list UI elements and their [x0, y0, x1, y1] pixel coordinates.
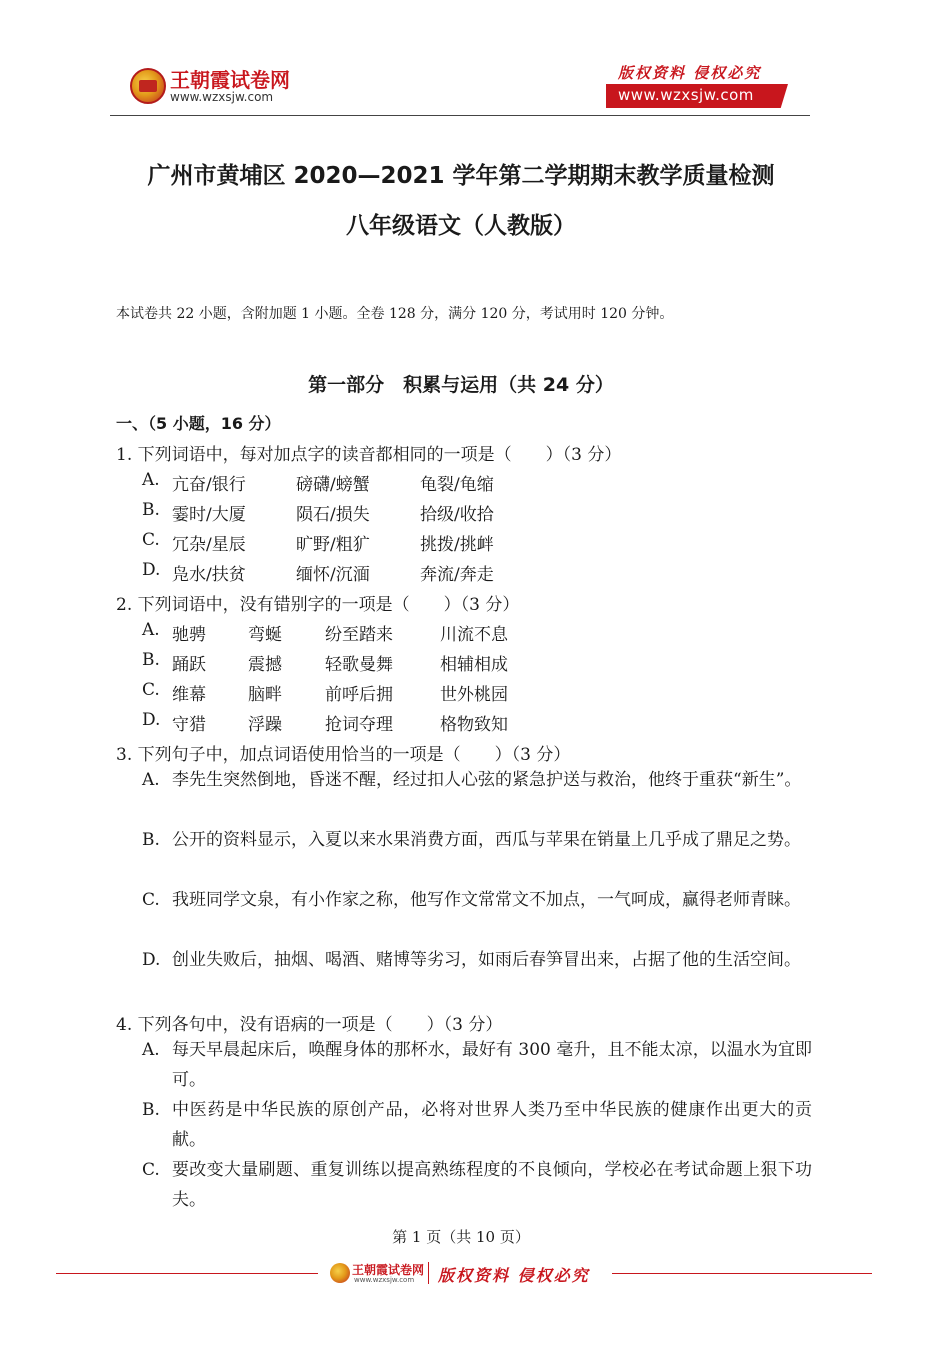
- option-word: 前呼后拥: [325, 685, 393, 705]
- option-text: 每天早晨起床后，唤醒身体的那杯水，最好有 300 毫升，且不能太凉，以温水为宜即可。: [172, 1040, 812, 1090]
- option-letter: D.: [142, 560, 161, 580]
- option-word: 凫水/扶贫: [172, 565, 246, 585]
- option-word: 龟裂/龟缩: [420, 475, 494, 495]
- option-word: 川流不息: [440, 625, 508, 645]
- exam-intro: 本试卷共 22 小题，含附加题 1 小题。全卷 128 分，满分 120 分，考试用时 120 分钟。: [116, 306, 674, 322]
- option-text: 李先生突然倒地，昏迷不醒，经过扣人心弦的紧急护送与救治，他终于重获“新生”。: [172, 770, 802, 790]
- option-letter: D.: [142, 710, 161, 730]
- option-word: 奔流/奔走: [420, 565, 494, 585]
- copyright-notice: 版权资料 侵权必究: [618, 64, 762, 82]
- logo-url: www.wzxsjw.com: [170, 90, 274, 104]
- option-word: 驰骋: [172, 625, 206, 645]
- option-letter: B.: [142, 500, 160, 520]
- option-letter: A.: [142, 770, 160, 790]
- option-letter: B.: [142, 830, 160, 850]
- option-word: 守猎: [172, 715, 206, 735]
- option-text: 要改变大量刷题、重复训练以提高熟练程度的不良倾向，学校必在考试命题上狠下功夫。: [172, 1160, 812, 1210]
- option-word: 缅怀/沉湎: [296, 565, 370, 585]
- footer-separator: [428, 1262, 429, 1284]
- option-word: 相辅相成: [440, 655, 508, 675]
- page-number: 第 1 页（共 10 页）: [392, 1228, 530, 1246]
- option-letter: A.: [142, 470, 160, 490]
- option-word: 震撼: [248, 655, 282, 675]
- option-letter: D.: [142, 950, 161, 970]
- question-stem: 2. 下列词语中，没有错别字的一项是（ ）（3 分）: [116, 595, 520, 615]
- footer-divider-right: [612, 1273, 872, 1274]
- logo-badge-icon: [130, 68, 166, 104]
- option-letter: A.: [142, 1040, 160, 1060]
- option-word: 维幕: [172, 685, 206, 705]
- option-word: 脑畔: [248, 685, 282, 705]
- footer-divider-left: [56, 1273, 318, 1274]
- option-word: 纷至踏来: [325, 625, 393, 645]
- option-letter: B.: [142, 1100, 160, 1120]
- option-text: 我班同学文泉，有小作家之称，他写作文常常文不加点，一气呵成，赢得老师青睐。: [172, 890, 801, 910]
- option-letter: B.: [142, 650, 160, 670]
- option-word: 霎时/大厦: [172, 505, 246, 525]
- header-divider: [110, 115, 810, 116]
- option-text: 公开的资料显示，入夏以来水果消费方面，西瓜与苹果在销量上几乎成了鼎足之势。: [172, 830, 801, 850]
- option-word: 格物致知: [440, 715, 508, 735]
- exam-title: 广州市黄埔区 2020—2021 学年第二学期期末教学质量检测: [147, 163, 775, 189]
- footer-logo-icon: [330, 1263, 350, 1283]
- option-letter: C.: [142, 1160, 160, 1180]
- option-word: 挑拨/挑衅: [420, 535, 494, 555]
- url-link[interactable]: www.wzxsjw.com: [618, 86, 754, 104]
- option-word: 弯蜒: [248, 625, 282, 645]
- option-word: 踊跃: [172, 655, 206, 675]
- option-word: 陨石/损失: [296, 505, 370, 525]
- option-word: 抢词夺理: [325, 715, 393, 735]
- option-letter: C.: [142, 890, 160, 910]
- exam-subtitle: 八年级语文（人教版）: [346, 213, 576, 239]
- option-word: 旷野/粗犷: [296, 535, 370, 555]
- option-word: 世外桃园: [440, 685, 508, 705]
- option-letter: C.: [142, 680, 160, 700]
- option-word: 亢奋/银行: [172, 475, 246, 495]
- option-letter: C.: [142, 530, 160, 550]
- option-word: 轻歌曼舞: [325, 655, 393, 675]
- question-stem: 4. 下列各句中，没有语病的一项是（ ）（3 分）: [116, 1015, 503, 1035]
- question-stem: 3. 下列句子中，加点词语使用恰当的一项是（ ）（3 分）: [116, 745, 571, 765]
- footer-copyright: 版权资料 侵权必究: [438, 1266, 590, 1285]
- option-word: 冗杂/星辰: [172, 535, 246, 555]
- option-word: 磅礴/螃蟹: [296, 475, 370, 495]
- footer-logo-url: www.wzxsjw.com: [354, 1276, 415, 1284]
- option-text: 创业失败后，抽烟、喝酒、赌博等劣习，如雨后春笋冒出来，占据了他的生活空间。: [172, 950, 801, 970]
- question-stem: 1. 下列词语中，每对加点字的读音都相同的一项是（ ）（3 分）: [116, 445, 622, 465]
- option-word: 浮躁: [248, 715, 282, 735]
- footer-logo-name: 王朝霞试卷网: [352, 1263, 425, 1277]
- option-text: 中医药是中华民族的原创产品，必将对世界人类乃至中华民族的健康作出更大的贡献。: [172, 1100, 812, 1150]
- logo-name: 王朝霞试卷网: [170, 68, 290, 92]
- section-title: 一、（5 小题，16 分）: [116, 414, 281, 433]
- part-title: 第一部分 积累与运用（共 24 分）: [308, 374, 614, 396]
- option-word: 拾级/收拾: [420, 505, 494, 525]
- option-letter: A.: [142, 620, 160, 640]
